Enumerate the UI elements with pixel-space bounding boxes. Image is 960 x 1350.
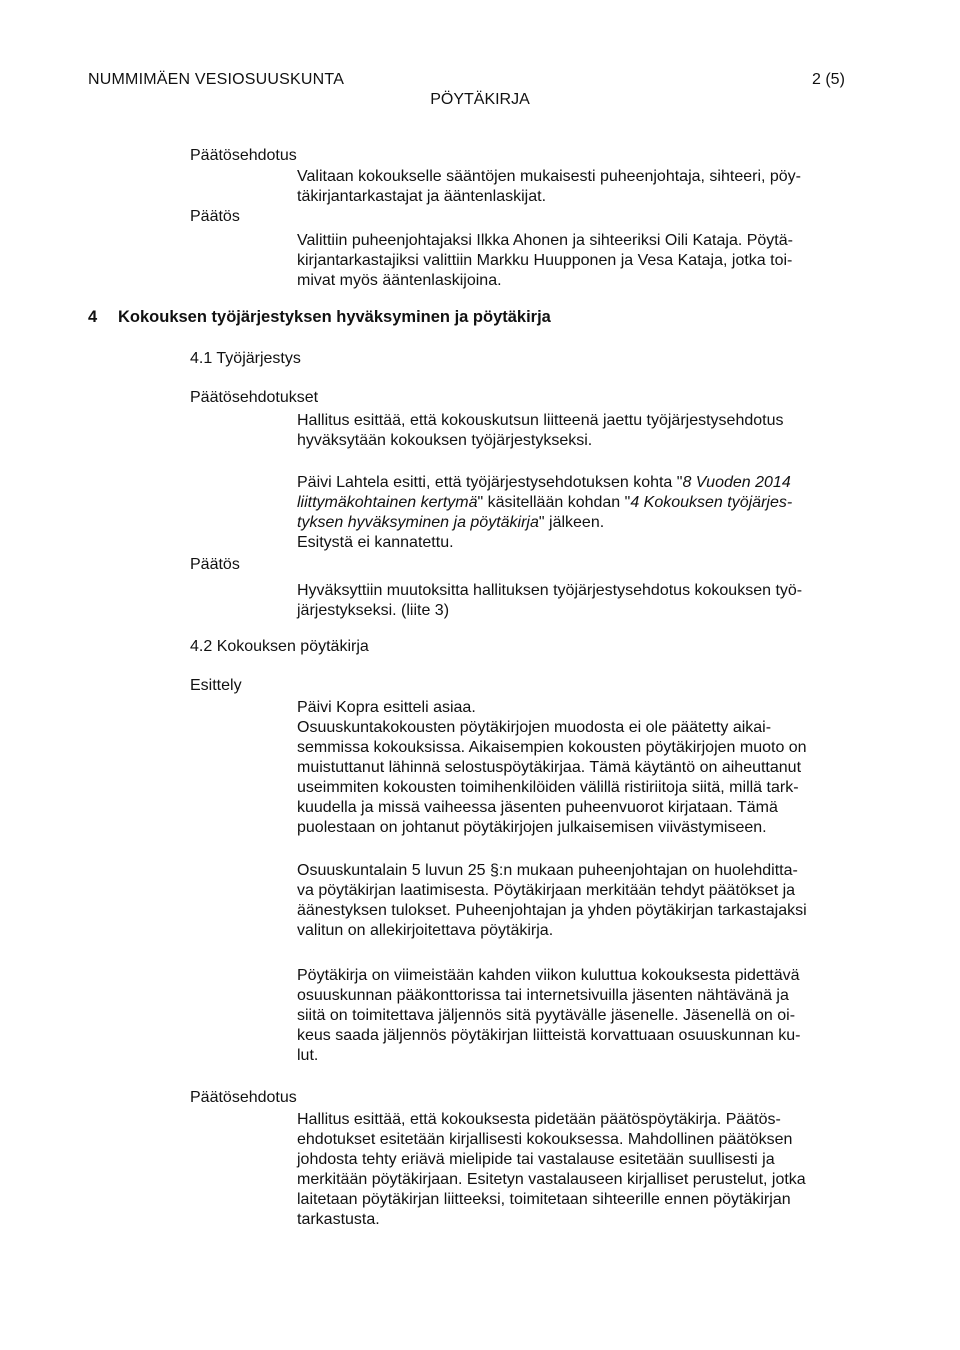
organization-name: NUMMIMÄEN VESIOSUUSKUNTA [88, 71, 345, 88]
presentation-paragraph-2: Osuuskuntalain 5 luvun 25 §:n mukaan puheenjohtajan on huolehditta- va pöytäkirjan laatimisesta. Pöytäkirjaan merkitään tehdyt päätökset ja äänestyksen tulokset. Puheenjohtajan ja yhden pöytäkirjan tarkastajaksi valitun on allekirjoitettava pöytäkirja. [297, 862, 807, 939]
proposal-label: Päätösehdotus [190, 147, 297, 164]
section-number: 4 [88, 308, 98, 326]
section-title: Kokouksen työjärjestyksen hyväksyminen ja pöytäkirja [118, 308, 551, 326]
proposal-label-4-2: Päätösehdotus [190, 1089, 297, 1106]
subsection-heading-4-1: 4.1 Työjärjestys [190, 350, 301, 367]
decision-label-4-1: Päätös [190, 556, 240, 573]
presentation-label: Esittely [190, 677, 242, 694]
presentation-paragraph-3: Pöytäkirja on viimeistään kahden viikon kuluttua kokouksesta pidettävä osuuskunnan pääkonttorissa tai internetsivuilla jäsenten nähtävänä ja siitä on toimitettava jäljennös sitä pyytävälle jäsenelle. Jäsenellä on oi- keus saada jäljennös pöytäkirjan liitteistä korvattuaan osuuskunnan ku- lut. [297, 967, 801, 1064]
page-number: 2 (5) [812, 71, 845, 88]
presentation-paragraph-1: Päivi Kopra esitteli asiaa. Osuuskuntakokousten pöytäkirjojen muodosta ei ole päätetty aikai- semmissa kokouksissa. Aikaisempien kokousten pöytäkirjojen muoto on muistuttanut lähinnä selostuspöytäkirjaa. Tämä käytäntö on aiheuttanut useimmiten kokousten toimihenkilöiden välillä ristiriitoja siitä, millä tark- kuudella ja missä vaiheessa jäsenten puheenvuorot kirjataan. Tämä puolestaan on johtanut pöytäkirjojen julkaisemisen viivästymiseen. [297, 699, 807, 836]
proposals-label: Päätösehdotukset [190, 389, 319, 406]
subsection-heading-4-2: 4.2 Kokouksen pöytäkirja [190, 638, 369, 655]
proposal-text: Valitaan kokoukselle sääntöjen mukaisesti puheenjohtaja, sihteeri, pöy- täkirjantarkastajat ja ääntenlaskijat. [297, 168, 802, 205]
section-heading [88, 307, 551, 327]
proposals-text: Hallitus esittää, että kokouskutsun liitteenä jaettu työjärjestysehdotus hyväksytään kokouksen työjärjestykseksi. [297, 412, 784, 449]
decision-label: Päätös [190, 208, 240, 225]
decision-paragraph-1: Päivi Lahtela esitti, että työjärjestysehdotuksen kohta "8 Vuoden 2014 liittymäkohtainen kertymä" käsitellään kohdan "4 Kokouksen työjärjes- tyksen hyväksyminen ja pöytäkirja" jälkeen. Esitystä ei kannatettu. [297, 474, 793, 551]
proposal-text-4-2: Hallitus esittää, että kokouksesta pidetään päätöspöytäkirja. Päätös- ehdotukset esitetään kirjallisesti kokouksessa. Mahdollinen päätöksen johdosta tehty eriävä mielipide tai vastalause esitetään suullisesti ja merkitään pöytäkirjaan. Esitetyn vastalauseen kirjalliset perustelut, jotka laitetaan pöytäkirjan liitteeksi, toimitetaan sihteerille ennen pöytäkirjan tarkastusta. [297, 1111, 806, 1228]
decision-text: Valittiin puheenjohtajaksi Ilkka Ahonen ja sihteeriksi Oili Kataja. Pöytä- kirjantarkastajiksi valittiin Markku Huupponen ja Vesa Kataja, jotka toi- mivat myös ääntenlaskijoina. [297, 232, 793, 289]
document-type: PÖYTÄKIRJA [430, 91, 530, 108]
decision-paragraph-2: Hyväksyttiin muutoksitta hallituksen työjärjestysehdotus kokouksen työ- järjestykseksi. (liite 3) [297, 582, 803, 619]
